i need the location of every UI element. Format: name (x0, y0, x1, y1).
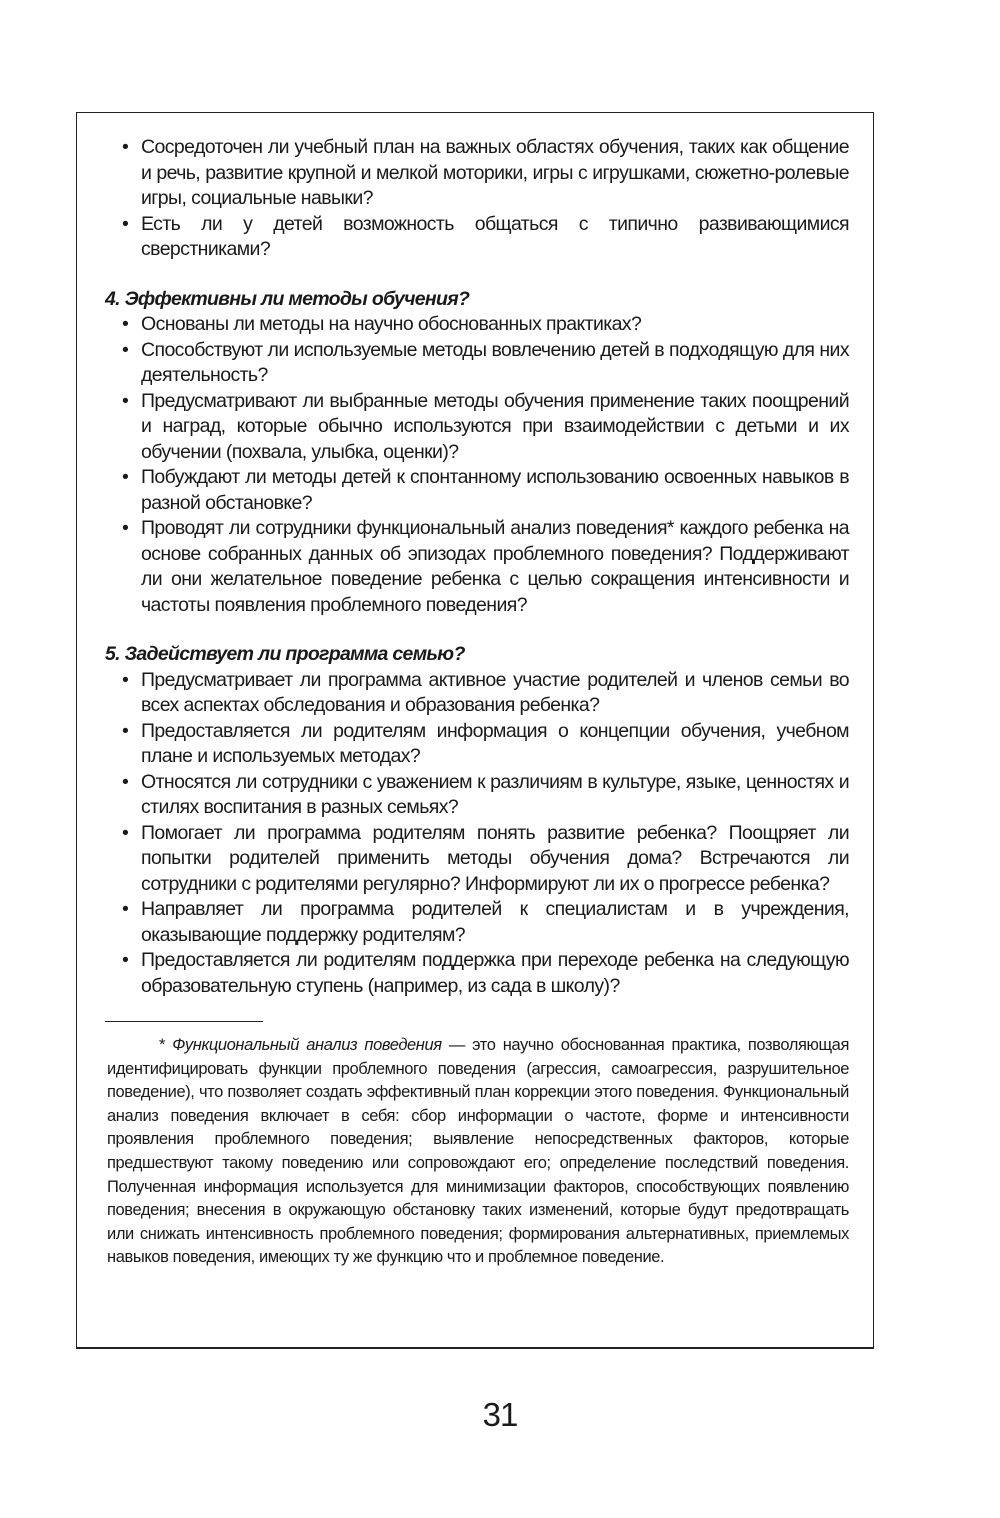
list-item: • Предусматривает ли программа активное участие родителей и членов семьи во всех аспектах обследования и образования ребенка? (105, 668, 849, 719)
footnote-marker: * (159, 1036, 173, 1054)
footnote-term: Функциональный анализ поведения (172, 1036, 442, 1054)
section4-list (105, 312, 849, 618)
list-item: • Побуждают ли методы детей к спонтанному использованию освоенных навыков в разной обстановке? (105, 465, 849, 516)
list-item: • Основаны ли методы на научно обоснованных практиках? (105, 312, 849, 338)
footnote-divider (105, 1021, 263, 1022)
section4-heading: 4. Эффективны ли методы обучения? (105, 287, 470, 310)
list-item: • Помогает ли программа родителям понять развитие ребенка? Поощряет ли попытки родителей применить методы обучения дома? Встречаются ли сотрудники с родителями регулярно? Информируют ли их о прогрессе ребенка? (105, 821, 849, 898)
footnote-text: — это научно обоснованная практика, позволяющая идентифицировать функции проблемного поведения (агрессия, самоагрессия, разрушительное поведение), что позволяет создать эффективный план коррекции этого поведения. Функциональный анализ поведения включает в себя: сбор информации о частоте, форме и интенсивности проявления проблемного поведения; выявление непосредственных факторов, которые предшествуют такому поведению или сопровождают его; определение последствий поведения. Полученная информация используется для минимизации факторов, способствующих появлению поведения; внесения в окружающую обстановку таких изменений, которые будут предотвращать или снижать интенсивность проблемного поведения; формирования альтернативных, приемлемых навыков поведения, имеющих ту же функцию что и проблемное поведение. (107, 1036, 849, 1267)
content-body (105, 135, 849, 1286)
page-number: 31 (482, 1396, 518, 1433)
list-item: • Предусматривают ли выбранные методы обучения применение таких поощрений и наград, которые обычно используются при взаимодействии с детьми и их обучении (похвала, улыбка, оценки)? (105, 389, 849, 466)
section3-list (105, 135, 849, 263)
list-item: • Способствуют ли используемые методы вовлечению детей в подходящую для них деятельность? (105, 338, 849, 389)
list-item: • Относятся ли сотрудники с уважением к различиям в культуре, языке, ценностях и стилях воспитания в разных семьях? (105, 770, 849, 821)
list-item: • Предоставляется ли родителям информация о концепции обучения, учебном плане и используемых методах? (105, 719, 849, 770)
footnote (107, 1034, 849, 1270)
list-item: • Проводят ли сотрудники функциональный анализ поведения* каждого ребенка на основе собранных данных об эпизодах проблемного поведения? Поддерживают ли они желательное поведение ребенка с целью сокращения интенсивности и частоты появления проблемного поведения? (105, 516, 849, 618)
list-item: • Сосредоточен ли учебный план на важных областях обучения, таких как общение и речь, развитие крупной и мелкой моторики, игры с игрушками, сюжетно-ролевые игры, социальные навыки? (105, 135, 849, 212)
content-frame (76, 112, 874, 1349)
section5-heading: 5. Задействует ли программа семью? (105, 643, 465, 665)
list-item: • Предоставляется ли родителям поддержка при переходе ребенка на следующую образовательную ступень (например, из сада в школу)? (105, 948, 849, 999)
section5-list (105, 668, 849, 1000)
list-item: • Направляет ли программа родителей к специалистам и в учреждения, оказывающие поддержку родителям? (105, 897, 849, 948)
list-item: • Есть ли у детей возможность общаться с типично развивающимися сверстниками? (105, 212, 849, 263)
